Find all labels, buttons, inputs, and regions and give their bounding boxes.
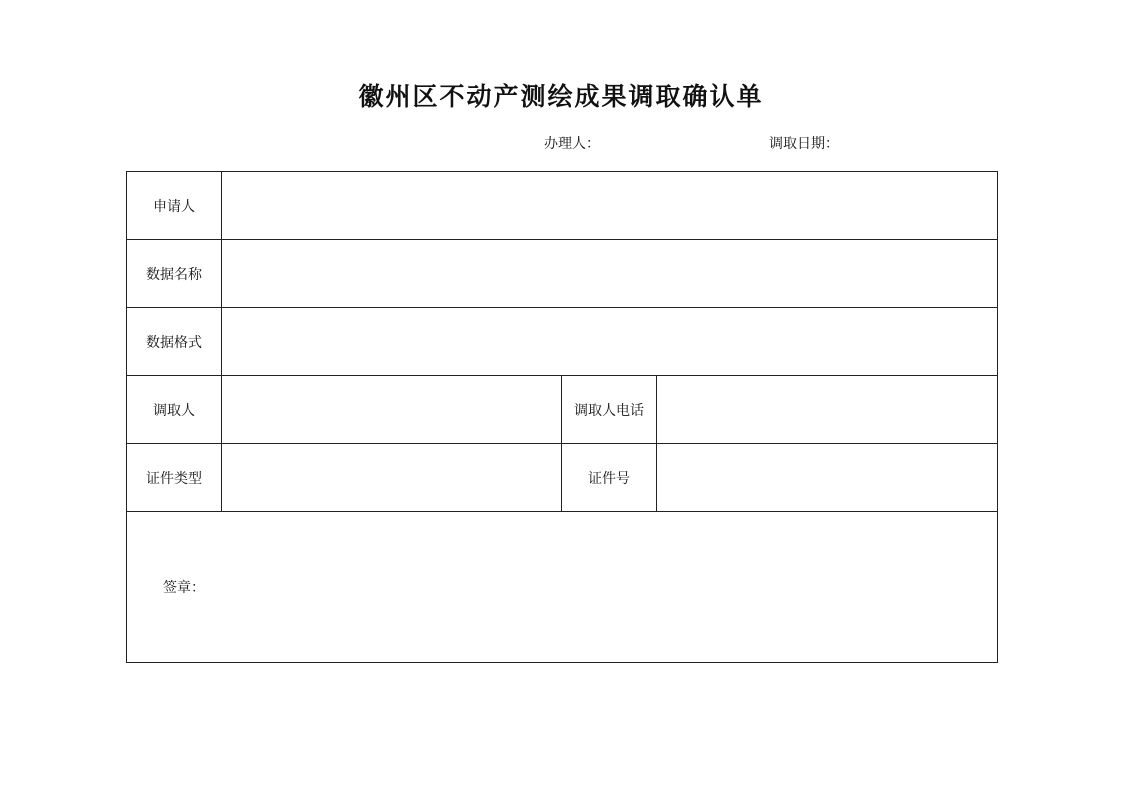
id-number-field[interactable] <box>657 444 998 512</box>
data-format-row <box>127 308 998 376</box>
id-row <box>127 444 998 512</box>
signature-area[interactable] <box>127 512 998 663</box>
data-format-field[interactable] <box>222 308 998 376</box>
confirmation-form-table <box>126 171 998 663</box>
data-format-label: 数据格式 <box>127 308 222 376</box>
handler-label: 办理人： <box>544 136 600 152</box>
retriever-field[interactable] <box>222 376 562 444</box>
retriever-label: 调取人 <box>127 376 222 444</box>
retriever-phone-field[interactable] <box>657 376 998 444</box>
retriever-phone-label: 调取人电话 <box>562 376 657 444</box>
applicant-field[interactable] <box>222 172 998 240</box>
document-title: 徽州区不动产测绘成果调取确认单 <box>358 82 764 111</box>
id-type-label: 证件类型 <box>127 444 222 512</box>
applicant-label: 申请人 <box>127 172 222 240</box>
retrieval-date-label: 调取日期： <box>769 136 839 152</box>
signature-row <box>127 512 998 663</box>
id-type-field[interactable] <box>222 444 562 512</box>
signature-label: 签章： <box>163 580 205 596</box>
data-name-label: 数据名称 <box>127 240 222 308</box>
data-name-row <box>127 240 998 308</box>
data-name-field[interactable] <box>222 240 998 308</box>
applicant-row <box>127 172 998 240</box>
id-number-label: 证件号 <box>562 444 657 512</box>
retriever-row <box>127 376 998 444</box>
